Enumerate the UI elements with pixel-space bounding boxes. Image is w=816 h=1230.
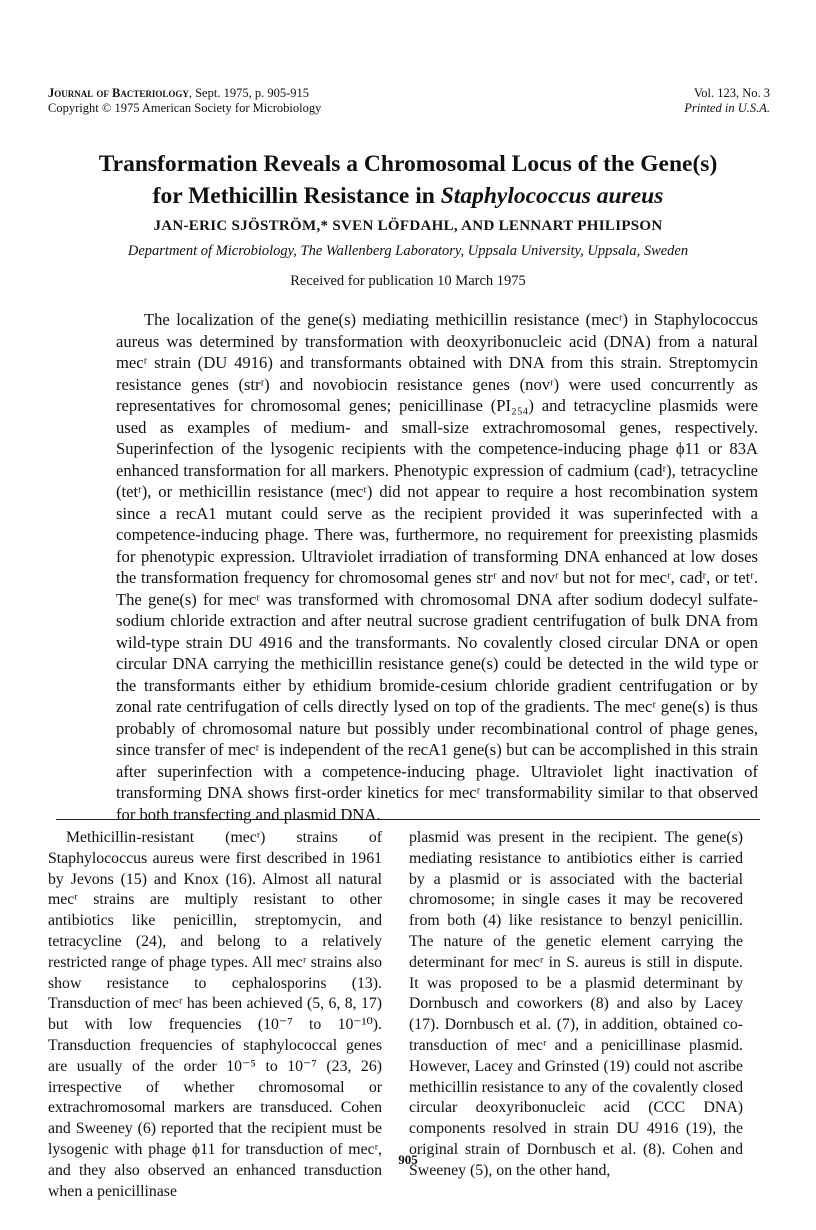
received-date: Received for publication 10 March 1975	[290, 273, 526, 289]
affiliation: Department of Microbiology, The Wallenberg Laboratory, Uppsala University, Uppsala, Sweden	[127, 243, 689, 259]
running-header-left	[48, 86, 321, 116]
abstract-text: The localization of the gene(s) mediating methicillin resistance (mecʳ) in Staphylococcus aureus was determined by transformation with deoxyribonucleic acid (DNA) from a natural mecʳ strain (DU 4916) and transformants obtained with DNA from this strain. Streptomycin resistance genes (strʳ) and novobiocin resistance genes (novʳ) were used concurrently as representatives for chromosomal genes; penicillinase (PI₂₅₄) and tetracycline plasmids were used as examples of medium- and small-size extrachromosomal genes, respectively. Superinfection of the lysogenic recipients with the competence-inducing phage ϕ11 or 83A enhanced transformation for all markers. Phenotypic expression of cadmium (cadʳ), tetracycline (tetʳ), or methicillin resistance (mecʳ) did not appear to require a host recombination system since a recA1 mutant could serve as the recipient provided it was superinfected with a competence-inducing phage. There was, furthermore, no requirement for preexisting plasmids for phenotypic expression. Ultraviolet irradiation of transforming DNA enhanced at low doses the transformation frequency for chromosomal genes strʳ and novʳ but not for mecʳ, cadʳ, or tetʳ. The gene(s) for mecʳ was transformed with chromosomal DNA after sodium dodecyl sulfate-sodium chloride extraction and after neutral sucrose gradient centrifugation of bulk DNA from wild-type strain DU 4916 and the transformants. No covalently closed circular DNA or open circular DNA carrying the methicillin resistance gene(s) could be detected in the wild type or the transformants either by ethidium bromide-cesium chloride gradient centrifugation or by zonal rate centrifugation of cells directly lysed on top of the gradients. The mecʳ gene(s) is thus probably of chromosomal nature but possibly under recombinational control of phage genes, since transfer of mecʳ is independent of the recA1 gene(s) but can be accomplished in this strain after superinfection with a competence-inducing phage. Ultraviolet light inactivation of transforming DNA shows first-order kinetics for mecʳ transformability similar to that observed for both transfecting and plasmid DNA.	[116, 310, 758, 824]
title-line-1: Transformation Reveals a Chromosomal Locus of the Gene(s)	[98, 151, 718, 177]
printed-in: Printed in U.S.A.	[684, 101, 770, 115]
running-header-right	[684, 86, 770, 116]
body-column-right: plasmid was present in the recipient. The gene(s) mediating resistance to antibiotics either is carried by a plasmid or is associated with the bacterial chromosome; in single cases it may be recovered from both (4) like resistance to benzyl penicillin. The nature of the genetic element carrying the determinant for mecʳ in S. aureus is still in dispute. It was proposed to be a plasmid determinant by Dornbusch and coworkers (8) and also by Lacey (17). Dornbusch et al. (7), in addition, obtained co-transduction of mecʳ and a penicillinase plasmid. However, Lacey and Grinsted (19) could not ascribe methicillin resistance to any of the covalently closed circular deoxyribonucleic acid (CCC DNA) components resolved in strain DU 4916 (19), the original strain of Dornbusch et al. (8). Cohen and Sweeney (5), on the other hand,	[409, 829, 743, 1179]
copyright-line: Copyright © 1975 American Society for Microbiology	[48, 101, 322, 115]
title-species: Staphylococcus aureus	[440, 183, 664, 209]
title-line-2-text: for Methicillin Resistance in	[152, 183, 441, 209]
journal-name: Journal of Bacteriology	[48, 86, 189, 100]
title-line-2	[30, 180, 786, 212]
page-number: 905	[398, 1152, 418, 1167]
body-column-left: Methicillin-resistant (mecʳ) strains of Staphylococcus aureus were first described in 1961 by Jevons (15) and Knox (16). Almost all natural mecʳ strains are multiply resistant to other antibiotics like penicillin, streptomycin, and tetracycline (24), and belong to a relatively restricted range of phage types. All mecʳ strains also show resistance to cephalosporins (13). Transduction of mecʳ has been achieved (5, 6, 8, 17) but with low frequencies (10⁻⁷ to 10⁻¹⁰). Transduction frequencies of staphylococcal genes are usually of the order 10⁻⁵ to 10⁻⁷ (23, 26) irrespective of whether chromosomal or extrachromosomal markers are transduced. Cohen and Sweeney (6) reported that the recipient must be lysogenic with phage ϕ11 for transduction of mecʳ, and they also observed an enhanced transduction when a penicillinase	[48, 829, 382, 1200]
volume-info: Vol. 123, No. 3	[693, 86, 770, 100]
issue-info: , Sept. 1975, p. 905-915	[188, 86, 309, 100]
author-list: JAN-ERIC SJÖSTRÖM,* SVEN LÖFDAHL, AND LENNART PHILIPSON	[153, 218, 663, 234]
journal-citation	[48, 86, 321, 101]
section-divider	[56, 819, 760, 820]
article-title	[30, 148, 786, 212]
